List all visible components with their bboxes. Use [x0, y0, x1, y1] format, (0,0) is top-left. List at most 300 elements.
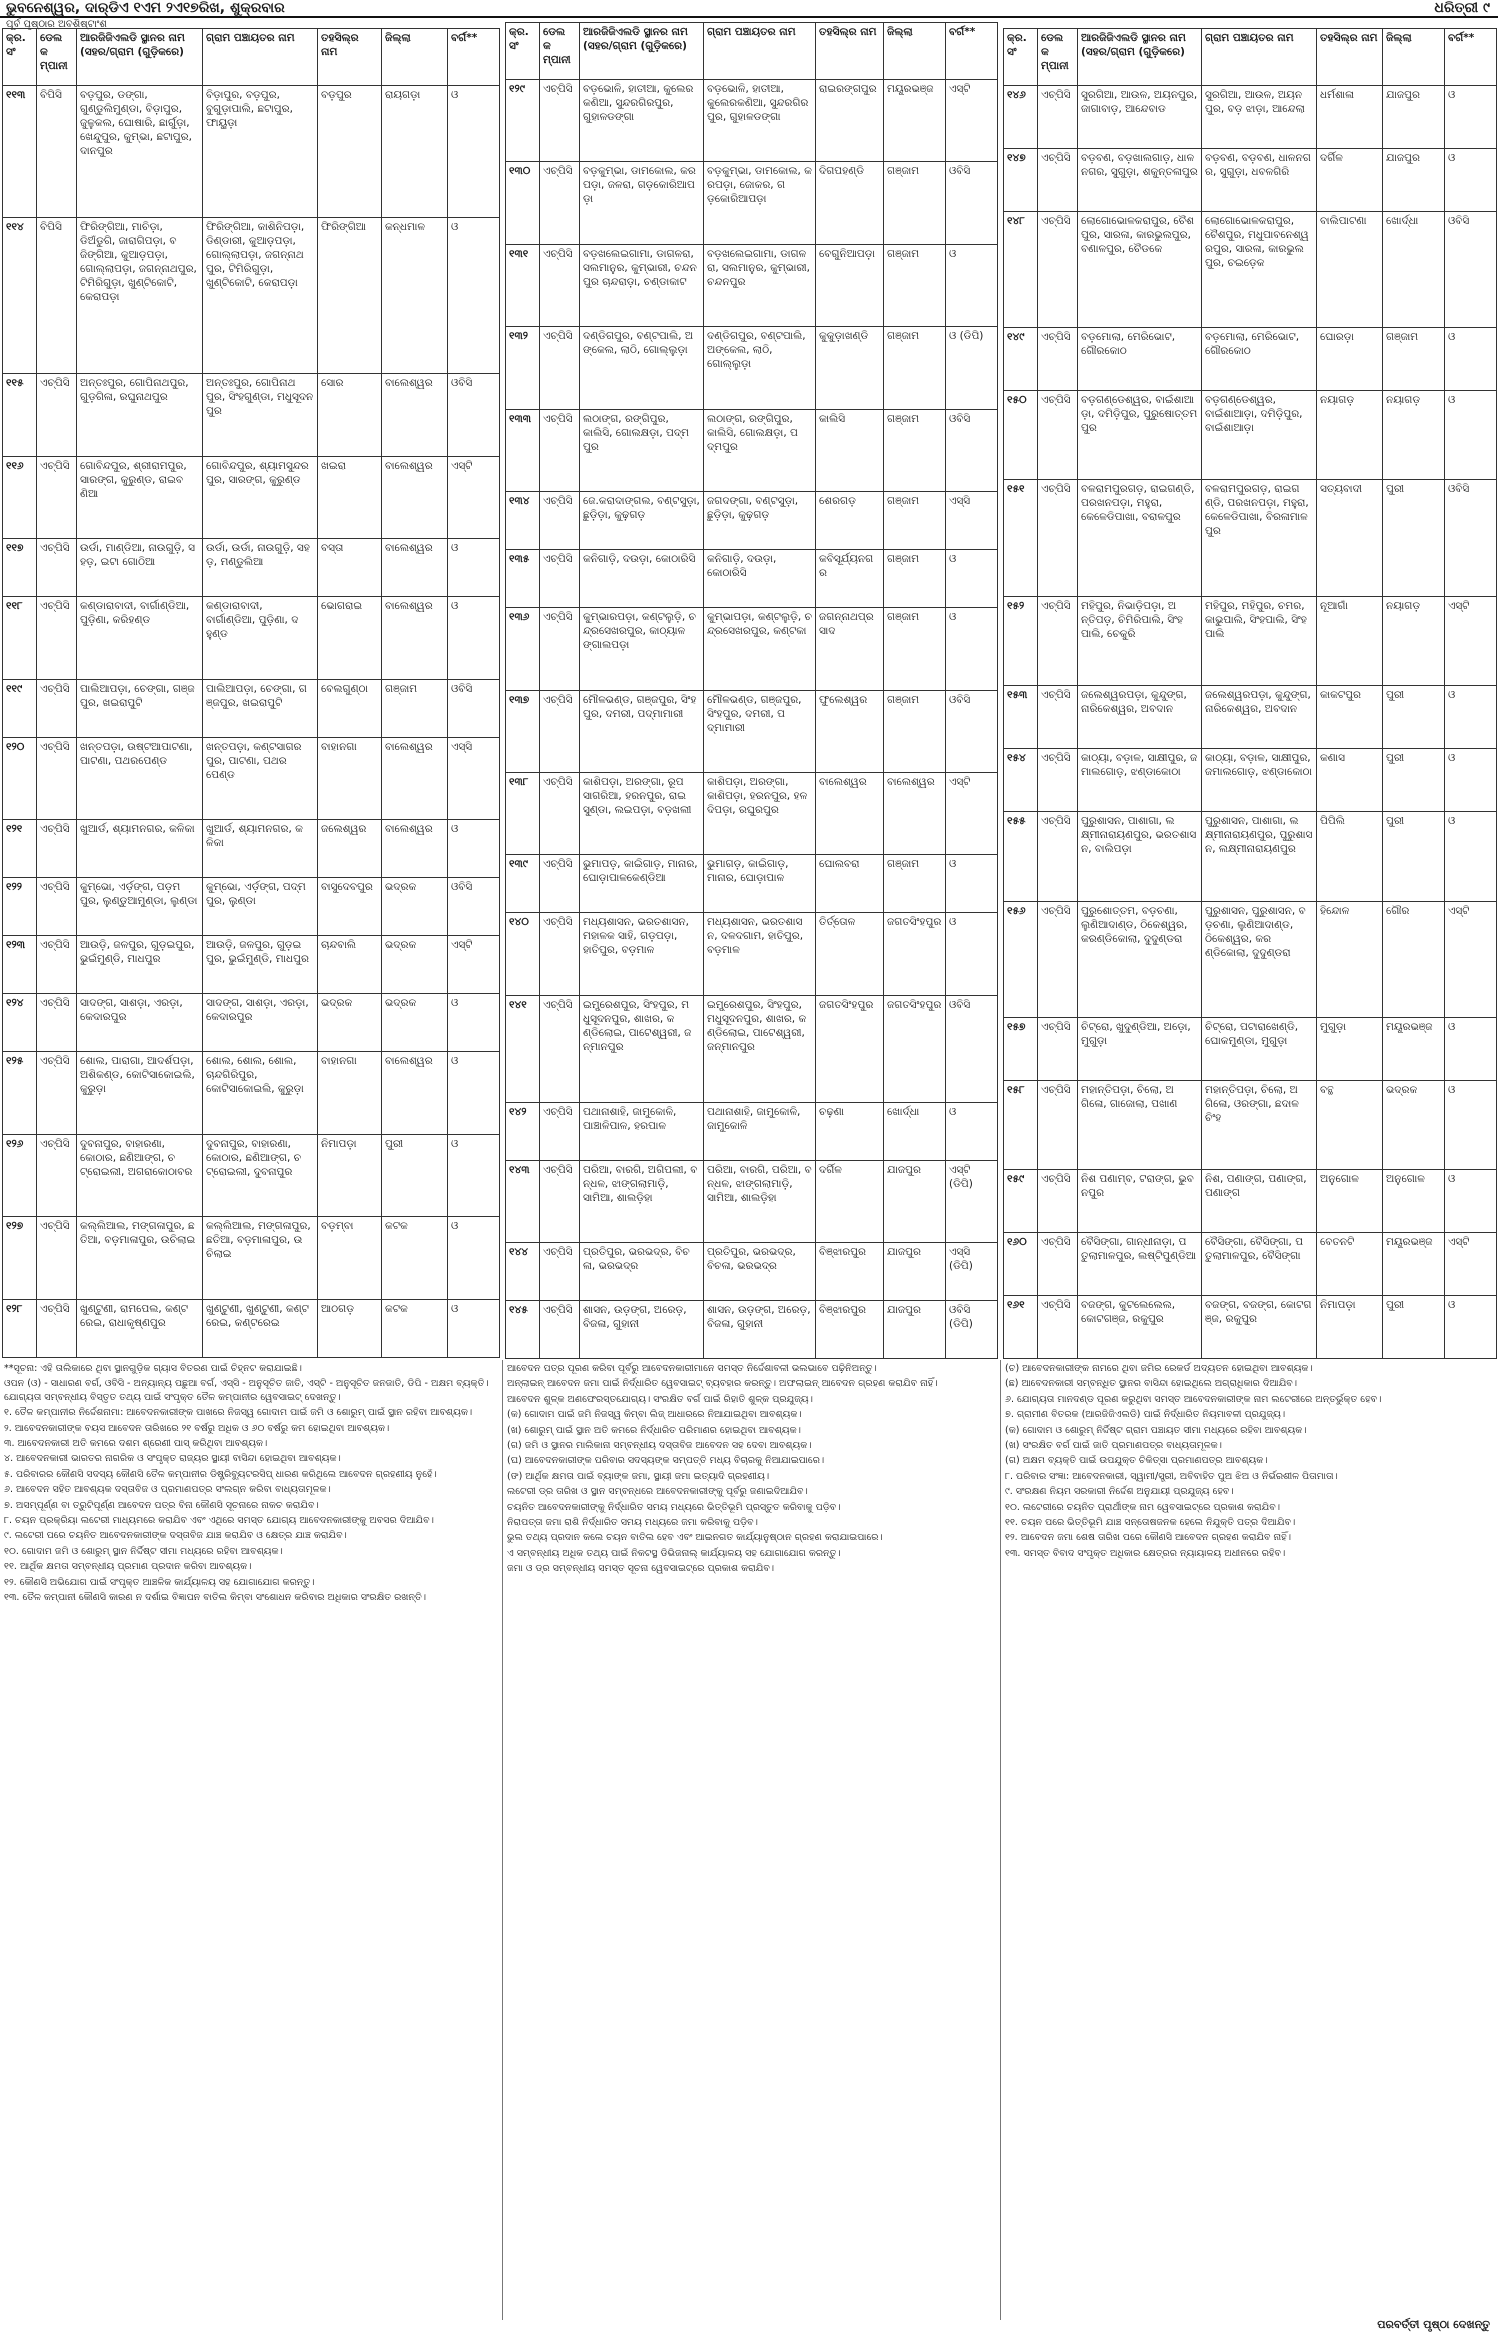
- cell-serial-number: ୧୨୯: [506, 80, 540, 162]
- cell-oil-company: ଏଚ୍‌ପିସି: [1038, 1080, 1078, 1170]
- cell-gram-panchayat: ମହାନ୍ତିପଡ଼ା, ଚିଲୋ, ଅଗିଳୋ, ଓରଙ୍ଗା, ଛଦାଳଚିଂହ: [1202, 1080, 1317, 1170]
- table-row: [1004, 811, 1497, 901]
- cell-oil-company: ବିପିସି: [37, 217, 77, 373]
- cell-gram-panchayat: କାଠ୍ୟା, ବଡ଼ାଳ, ସାକ୍ଷୀପୁର, ଜମାଲଗୋଡ଼, ଝଣ୍ଡାକୋଠା: [1202, 749, 1317, 812]
- cell-gram-panchayat: କୁମ୍ଭୋ, ଏର୍ଡ଼ଙ୍ଗ, ପଦ୍ମପୁର, ଲୁଣ୍ଡା: [203, 878, 318, 936]
- cell-tahasil: ଦିଗପହଣ୍ଡି: [816, 162, 884, 244]
- cell-serial-number: ୧୪୭: [1004, 148, 1038, 211]
- cell-tahasil: ରାଇରଙ୍ଗପୁର: [816, 80, 884, 162]
- header-oil-company: ଡେଲ କମ୍ପାନୀ: [37, 29, 77, 86]
- cell-category: ଓବିସି: [1445, 211, 1497, 327]
- cell-gram-panchayat: ଆଉଡ଼ି, ଜଳପୁର, ଗୁଡ଼ଇପୁର, ଭୁଇଁମୁଣ୍ଡି, ମାଧପୁର: [203, 936, 318, 994]
- cell-oil-company: ଏଚ୍‌ପିସି: [37, 597, 77, 680]
- table-row: [3, 679, 500, 737]
- table-row: [1004, 686, 1497, 749]
- note-paragraph: ୧୦. ଲଟେରୀରେ ଚୟନିତ ପ୍ରାର୍ଥୀଙ୍କ ନାମ ୱେବସାଇଟ୍‌ରେ ପ୍ରକାଶ କରାଯିବ।: [1005, 1501, 1280, 1513]
- cell-category: ଓ: [1445, 148, 1497, 211]
- table-column-3: [1003, 28, 1496, 1359]
- cell-category: ଓ (ଡିପି): [946, 327, 998, 409]
- cell-district: ଗଞ୍ଜାମ: [884, 690, 946, 772]
- cell-category: ଓ: [448, 1299, 500, 1357]
- cell-tahasil: କଣାସ: [1317, 749, 1383, 812]
- cell-location-name: ଦଣ୍ଡିଗପୁର, ବଣ୍ଟପାଲି, ଅଙ୍କେଲ, ଲାଠି, ଗୋଲ୍ଲୁଡ଼ା: [580, 327, 704, 409]
- cell-category: ଓ: [946, 1102, 998, 1160]
- cell-serial-number: ୧୫୪: [1004, 749, 1038, 812]
- cell-location-name: ମହାନ୍ତିପଡ଼ା, ଚିଲୋ, ଅଗିଳୋ, ଗାଜୋଲା, ପଖାଣ: [1078, 1080, 1202, 1170]
- cell-tahasil: ଅନୁଗୋଳ: [1317, 1170, 1383, 1233]
- cell-serial-number: ୧୫୭: [1004, 1017, 1038, 1080]
- cell-serial-number: ୧୧୯: [3, 679, 37, 737]
- cell-serial-number: ୧୪୨: [506, 1102, 540, 1160]
- table-row: [506, 608, 998, 690]
- cell-district: ଯାଜପୁର: [1383, 148, 1445, 211]
- cell-location-name: ଖୁଆର୍ଡ, ଶ୍ୟାମନଗର, କଳିକା: [77, 820, 203, 878]
- cell-tahasil: ବାଲେଶ୍ୱର: [816, 772, 884, 854]
- cell-oil-company: ଏଚ୍‌ପିସି: [540, 913, 580, 995]
- table-row: [1004, 480, 1497, 596]
- cell-district: ଯାଜପୁର: [884, 1160, 946, 1242]
- cell-oil-company: ଏଚ୍‌ପିସି: [540, 162, 580, 244]
- cell-tahasil: ପିପିଲି: [1317, 811, 1383, 901]
- table-row: [3, 374, 500, 457]
- cell-district: ପୁରୀ: [1383, 1295, 1445, 1358]
- cell-category: ଓବିସି: [448, 878, 500, 936]
- cell-location-name: ପୁରୁଶୋତ୍ତମ, ବଡ଼ଚଣା, ଲୁଣିଆଦାଣ୍ଡ, ଠିକେଶ୍ୱର, କରଣ୍ଡିକୋଲା, ଦୁଦୁଣ୍ଡରା: [1078, 901, 1202, 1017]
- cell-gram-panchayat: ବଳରାମପୁରଗଡ଼, ରାଇଗଣ୍ଡି, ପରଖନପଡ଼ା, ମହୁରା, କେଳେଡିପାଖା, ବିରଳାମାଳପୁର: [1202, 480, 1317, 596]
- cell-district: ଗଞ୍ଜାମ: [884, 550, 946, 608]
- column-divider: [1000, 1360, 1001, 2320]
- cell-district: ଗଞ୍ଜାମ: [1383, 327, 1445, 390]
- cell-gram-panchayat: ବଡ଼ଭୋଳି, ହାତୀଆ, କୁଲେରକଣିଆ, ସୁନ୍ଦରଗିରପୁର, ଗୁହାଳଡଙ୍ଗା: [704, 80, 816, 162]
- table-body: [506, 80, 998, 1359]
- note-paragraph: ଅନ୍ଲାଇନ୍ ଆବେଦନ ଜମା ପାଇଁ ନିର୍ଦ୍ଧାରିତ ୱେବସାଇଟ୍ ବ୍ୟବହାର କରନ୍ତୁ। ଅଫଲାଇନ୍ ଆବେଦନ ଗ୍ରହଣ କରାଯିବ ନାହିଁ।: [507, 1378, 938, 1390]
- cell-gram-panchayat: ସୁରଗିଆ, ଆଉଳ, ଅୟନପୁର, ବଡ଼ ଝାଡ଼ା, ଆନ୍ଦେଲା: [1202, 86, 1317, 149]
- cell-category: ଓ: [1445, 1017, 1497, 1080]
- cell-category: ଓ: [1445, 390, 1497, 480]
- cell-location-name: ଖୁଣ୍ଟୁଣୀ, ରାମପେଲ, କଣ୍ଟରେଇ, ରାଧାକୃଷ୍ଣପୁର: [77, 1299, 203, 1357]
- cell-district: ବାଲେଶ୍ୱର: [382, 597, 448, 680]
- cell-tahasil: ଦର୍ଗିଳ: [816, 1160, 884, 1242]
- cell-tahasil: ନୟାଗଡ଼: [1317, 390, 1383, 480]
- cell-gram-panchayat: ବୈସିଙ୍ଗା, ବୈସିଙ୍ଗା, ପତୁଲାମାଳପୁର, ବୈସିଙ୍ଗା: [1202, 1233, 1317, 1296]
- note-paragraph: ଆବେଦନ ପତ୍ର ପୂରଣ କରିବା ପୂର୍ବରୁ ଆବେଦନକାରୀମାନେ ସମସ୍ତ ନିର୍ଦ୍ଦେଶାବଳୀ ଭଲଭାବେ ପଢ଼ିନିଅନ୍ତୁ।: [507, 1363, 877, 1374]
- table-row: [3, 217, 500, 373]
- dateline: ଭୁବନେଶ୍ୱର, ଦାର୍‌ଡିଏ ୧ଏମ ୨ଏ୧୭ରିଖ, ଶୁକ୍ରବାର: [6, 0, 285, 16]
- cell-serial-number: ୧୪୫: [506, 1301, 540, 1359]
- cell-serial-number: ୧୨୮: [3, 1299, 37, 1357]
- cell-gram-panchayat: ବଜଙ୍ଗ, ବଜଙ୍ଗ, କୋଟଗଞ୍ଜ, ରକୁପୁର: [1202, 1295, 1317, 1358]
- cell-oil-company: ଏଚ୍‌ପିସି: [540, 327, 580, 409]
- cell-gram-panchayat: କଲ୍ଲିଆଲ, ମଙ୍ଗଳାପୁର, ଛତିଆ, ବଡ଼ମାଳାପୁର, ଉଚିଲାଇ: [203, 1217, 318, 1300]
- cell-district: ବାଲେଶ୍ୱର: [382, 820, 448, 878]
- cell-location-name: ସାଦଙ୍ଗ, ସାଶଡ଼ା, ଏରଡ଼ା, କେଦାରପୁର: [77, 994, 203, 1052]
- table-row: [1004, 1295, 1497, 1358]
- cell-category: ଓ: [946, 550, 998, 608]
- cell-oil-company: ଏଚ୍‌ପିସି: [1038, 1295, 1078, 1358]
- header-tahasil: ତହସିଲ୍‌ର ନାମ: [318, 29, 382, 86]
- cell-serial-number: ୧୫୫: [1004, 811, 1038, 901]
- cell-category: ଓ: [448, 86, 500, 218]
- cell-gram-panchayat: ପରିଆ, ବାରଗି, ପରିଆ, ବନ୍ଧଳ, ଝାଙ୍ଗଲାମାଡ଼ି, ସାମିଆ, ଶାଲଡ଼ିହା: [704, 1160, 816, 1242]
- cell-oil-company: ଏଚ୍‌ପିସି: [37, 374, 77, 457]
- cell-category: ଓ: [448, 1052, 500, 1135]
- table-header-row: [1004, 29, 1497, 86]
- table-row: [3, 820, 500, 878]
- note-paragraph: ଲଟେରୀ ଡ୍ର ତାରିଖ ଓ ସ୍ଥାନ ସମ୍ବନ୍ଧରେ ଆବେଦନକାରୀଙ୍କୁ ପୂର୍ବରୁ ଜଣାଇଦିଆଯିବ।: [507, 1486, 808, 1498]
- cell-oil-company: ଏଚ୍‌ପିସି: [1038, 327, 1078, 390]
- cell-category: ଓ: [1445, 749, 1497, 812]
- cell-location-name: ଜେ.କରାଦାଙ୍ଗଲ, ବଣ୍ଟସୁଡ଼ା, ଛୁଡ଼ିଡ଼ା, କୁଢ଼ଗଡ଼: [580, 492, 704, 550]
- note-paragraph: ୮. ଚୟନ ପ୍ରକ୍ରିୟା ଲଟେରୀ ମାଧ୍ୟମରେ କରାଯିବ ଏବଂ ଏଥିରେ ସମସ୍ତ ଯୋଗ୍ୟ ଆବେଦନକାରୀଙ୍କୁ ଅବସର ଦିଆଯିବ।: [4, 1515, 434, 1527]
- cell-oil-company: ଏଚ୍‌ପିସି: [37, 539, 77, 597]
- cell-tahasil: ବନ୍ଥ: [1317, 1080, 1383, 1170]
- cell-serial-number: ୧୫୬: [1004, 901, 1038, 1017]
- cell-category: ଓବିସି: [946, 409, 998, 491]
- cell-category: ଏସ୍‌ଟି: [946, 80, 998, 162]
- cell-district: ରାୟଗଡ଼ା: [382, 86, 448, 218]
- table-row: [506, 1160, 998, 1242]
- cell-location-name: ବୈସିଙ୍ଗା, ଗାନ୍ଧୀନାଡ଼ା, ପତୁଲାମାଳପୁର, ଲଷ୍ଟିପୁଣ୍ଡିଆ: [1078, 1233, 1202, 1296]
- cell-location-name: ଦୁବନାପୁର, ବାହାରଣା, କୋଠାର, ଛଣିଆଙ୍ଗ, ଚଟ୍ରୋଇଲୀ, ଅଗରାକୋଠାବର: [77, 1134, 203, 1217]
- cell-oil-company: ଏଚ୍‌ପିସି: [540, 1102, 580, 1160]
- cell-category: ଓ: [448, 820, 500, 878]
- header-district: ଜିଲ୍ଲା: [1383, 29, 1445, 86]
- cell-location-name: କୁମ୍ଭାରପଡ଼ା, କଣ୍ଟଲୁଡ଼ି, ଚନ୍ଦ୍ରସେଖରପୁର, କାଠ୍ୟାଳଙ୍ଗାଲପଡ଼ା: [580, 608, 704, 690]
- header-location-name: ଆରଜିଜିଏଲଡି ସ୍ଥାନର ନାମ (ସହର/ଗ୍ରାମ (ଗୁଡ଼ିକରେ): [77, 29, 203, 86]
- cell-district: କଟକ: [382, 1217, 448, 1300]
- table-row: [1004, 390, 1497, 480]
- cell-tahasil: ଜଗତସିଂହପୁର: [816, 995, 884, 1102]
- header-tahasil: ତହସିଲ୍‌ର ନାମ: [816, 23, 884, 80]
- cell-gram-panchayat: ଖୁଣ୍ଟୁଣୀ, ଖୁଣ୍ଟୁଣୀ, କଣ୍ଟରେଇ, କଣ୍ଟରେଇ: [203, 1299, 318, 1357]
- cell-location-name: ଫିରିଙ୍ଗିଆ, ମାଚିଡ଼ା, ଡିଅଁଡୁଗି, ଜାରାଗିପଡ଼ା, ବଜିଙ୍ଗିଆ, କୁଆଡ଼ପଡ଼ା, ଗୋଲ୍ଲାପଡ଼ା, ଜଗନ୍ନାଥପୁର, ଟିମିରିଗୁଡ଼ା, ଖୁଣ୍ଟିକୋଟି, କେରାପଡ଼ା: [77, 217, 203, 373]
- cell-oil-company: ଏଚ୍‌ପିସି: [37, 737, 77, 820]
- cell-category: ଓ: [1445, 686, 1497, 749]
- header-oil-company: ଡେଲ କମ୍ପାନୀ: [1038, 29, 1078, 86]
- cell-oil-company: ଏଚ୍‌ପିସି: [1038, 390, 1078, 480]
- cell-category: ଏସ୍‌ଟି: [1445, 596, 1497, 686]
- cell-serial-number: ୧୨୫: [3, 1052, 37, 1135]
- cell-location-name: ଉର୍ଡା, ମାଣ୍ଡିଆ, ନାଉଗୁଡ଼ି, ସହଡ଼, ଇଟା ଗୋଠିଆ: [77, 539, 203, 597]
- cell-district: ବାଲେଶ୍ୱର: [884, 772, 946, 854]
- cell-tahasil: କବିସୂର୍ଯ୍ୟନଗର: [816, 550, 884, 608]
- note-paragraph: ୧. ତୈଳ କମ୍ପାନୀର ନିର୍ଦ୍ଦେଶନାମା: ଆବେଦନକାରୀଙ୍କ ପାଖରେ ନିଜସ୍ୱ ଗୋଦାମ ପାଇଁ ଜମି ଓ ଶୋରୁମ୍ ପାଇଁ ସ୍ଥାନ ରହିବା ଆବଶ୍ୟକ।: [4, 1407, 473, 1419]
- table-row: [506, 1243, 998, 1301]
- cell-category: ଓବିସି: [448, 374, 500, 457]
- cell-gram-panchayat: ଭୁମାଗଡ଼, କାଇିଗାଡ଼, ମାନାର, ଘୋଡ଼ାପାଳ: [704, 855, 816, 913]
- cell-district: ପୁରୀ: [1383, 480, 1445, 596]
- table-row: [1004, 86, 1497, 149]
- cell-gram-panchayat: ପଥାନାଶାହି, ଜାମୁକୋଳି, ଜାମୁକୋଳି: [704, 1102, 816, 1160]
- note-paragraph: ଓପନ (ଓ) - ସାଧାରଣ ବର୍ଗ, ଓବିସି - ଅନ୍ୟାନ୍ୟ ପଛୁଆ ବର୍ଗ, ଏସ୍‌ସି - ଅନୁସୂଚିତ ଜାତି, ଏସ୍‌ଟି - ଅନୁସୂଚିତ ଜନଜାତି, ଡିପି - ଅକ୍ଷମ ବ୍ୟକ୍ତି। ଯୋଗ୍ୟତା ସମ୍ବନ୍ଧୀୟ ବିସ୍ତୃତ ତଥ୍ୟ ପାଇଁ ସଂପୃକ୍ତ ତୈଳ କମ୍ପାନୀର ୱେବସାଇଟ୍ ଦେଖନ୍ତୁ।: [4, 1378, 489, 1403]
- note-paragraph: (ଖ) ଶୋରୁମ୍ ପାଇଁ ସ୍ଥାନ ଅତି କମରେ ନିର୍ଦ୍ଧାରିତ ପରିମାଣର ହୋଇଥିବା ଆବଶ୍ୟକ।: [507, 1424, 801, 1436]
- cell-serial-number: ୧୩୬: [506, 608, 540, 690]
- note-paragraph: (ଛ) ଆବେଦନକାରୀ ସମ୍ବନ୍ଧିତ ସ୍ଥାନର ବାସିନ୍ଦା ହୋଇଥିଲେ ଅଗ୍ରାଧିକାର ଦିଆଯିବ।: [1005, 1378, 1298, 1390]
- cell-oil-company: ଏଚ୍‌ପିସି: [540, 772, 580, 854]
- header-tahasil: ତହସିଲ୍‌ର ନାମ: [1317, 29, 1383, 86]
- cell-gram-panchayat: ଶୋଲ, ଶୋଲ, ଶୋଲ, ଚାନ୍ଦଗିରିପୁର, କୋଟିସାକୋଇଲି, କୁରୁଡ଼ା: [203, 1052, 318, 1135]
- cell-district: ଭଦ୍ରକ: [382, 878, 448, 936]
- cell-serial-number: ୧୩୧: [506, 244, 540, 326]
- cell-tahasil: ହିନ୍ଦୋଳ: [1317, 901, 1383, 1017]
- cell-tahasil: ବସ୍ତା: [318, 539, 382, 597]
- cell-gram-panchayat: ପ୍ରତିପୁର, ଭରଭଦ୍ର, ବିଚଳା, ଭରଭଦ୍ର: [704, 1243, 816, 1301]
- cell-gram-panchayat: ମହିପୁର, ମହିପୁର, ଚମର, କାଭୁପାଲି, ସିଂହପାଲି, ସିଂହପାଲି: [1202, 596, 1317, 686]
- cell-district: ଖୋର୍ଦ୍ଧା: [884, 1102, 946, 1160]
- continued-from-label: ପୂର୍ବ ପୃଷ୍ଠାର ଅବଶିଷ୍ଟାଂଶ: [6, 19, 107, 30]
- note-paragraph: ୬. ଆବେଦନ ସହିତ ଆବଶ୍ୟକ ଦସ୍ତାବିଜ ଓ ପ୍ରମାଣପତ୍ର ସଂଲଗ୍ନ କରିବା ବାଧ୍ୟତାମୂଳକ।: [4, 1484, 331, 1496]
- cell-district: ପୁରୀ: [1383, 749, 1445, 812]
- header-category: ବର୍ଗ**: [946, 23, 998, 80]
- table-row: [1004, 1233, 1497, 1296]
- note-paragraph: **ସୂଚନା: ଏହି ତାଲିକାରେ ଥିବା ସ୍ଥାନଗୁଡ଼ିକ ଗ୍ୟାସ ବିତରଣ ପାଇଁ ଚିହ୍ନଟ କରାଯାଇଛି।: [4, 1363, 302, 1374]
- table-row: [1004, 901, 1497, 1017]
- cell-district: ମୟୂରଭଞ୍ଜ: [1383, 1017, 1445, 1080]
- note-paragraph: (ଘ) ଆବେଦନକାରୀଙ୍କ ପରିବାର ସଦସ୍ୟଙ୍କ ସମ୍ପତ୍ତି ମଧ୍ୟ ବିଚାରକୁ ନିଆଯାଇପାରେ।: [507, 1455, 825, 1467]
- cell-district: ବାଲେଶ୍ୱର: [382, 539, 448, 597]
- cell-category: ଏସ୍‌ସି: [448, 737, 500, 820]
- cell-tahasil: ଖଇରା: [318, 456, 382, 539]
- note-paragraph: ୫. ପରିବାରର କୌଣସି ସଦସ୍ୟ କୌଣସି ତୈଳ କମ୍ପାନୀର ଡିଷ୍ଟ୍ରିବ୍ୟୁଟରସିପ୍ ଧାରଣ କରିଥିଲେ ଆବେଦନ ଗ୍ରହଣୀୟ ନୁହେଁ।: [4, 1468, 437, 1480]
- cell-serial-number: ୧୪୩: [506, 1160, 540, 1242]
- header-oil-company: ଡେଲ କମ୍ପାନୀ: [540, 23, 580, 80]
- cell-district: ପୁରୀ: [382, 1134, 448, 1217]
- cell-district: ଗଞ୍ଜାମ: [884, 608, 946, 690]
- cell-location-name: ବଡ଼କୁମ୍ଭା, ଡାମକୋଲ, କରପଡ଼ା, ଜଳରା, ଗଡ଼କୋରିଆପଡ଼ା: [580, 162, 704, 244]
- cell-district: ଭଦ୍ରକ: [382, 936, 448, 994]
- cell-location-name: ପୁରୁଶାସନ, ପାଶାଗା, ଲକ୍ଷ୍ମୀନାରାୟଣପୁର, ଭରତଶାସନ, ବାଲିପଡ଼ା: [1078, 811, 1202, 901]
- cell-tahasil: ବଡ଼ମ୍ବା: [318, 1217, 382, 1300]
- cell-oil-company: ଏଚ୍‌ପିସି: [1038, 749, 1078, 812]
- cell-location-name: କୁମ୍ଭୋ, ଏର୍ଡ଼ଙ୍ଗ, ପଡ଼ମପୁର, ଲୁଣ୍ଡୁଆମୁଣ୍ଡା, ଲୁଣ୍ଡା: [77, 878, 203, 936]
- cell-serial-number: ୧୨୭: [3, 1217, 37, 1300]
- table-row: [1004, 211, 1497, 327]
- table-row: [3, 597, 500, 680]
- cell-serial-number: ୧୨୧: [3, 820, 37, 878]
- cell-category: ଓ: [448, 597, 500, 680]
- note-paragraph: ଏ ସମ୍ବନ୍ଧୀୟ ଅଧିକ ତଥ୍ୟ ପାଇଁ ନିକଟସ୍ଥ ଡିଭିଜନାଲ୍ କାର୍ଯ୍ୟାଳୟ ସହ ଯୋଗାଯୋଗ କରନ୍ତୁ।: [507, 1547, 841, 1559]
- cell-district: କଟକ: [382, 1299, 448, 1357]
- cell-oil-company: ଏଚ୍‌ପିସି: [1038, 211, 1078, 327]
- cell-location-name: କଣ୍ଡାରାବାଦୀ, ବାର୍ଗାଣ୍ଡିଆ, ପୁଡ଼ିଣା, କରିହଣ୍ଡ: [77, 597, 203, 680]
- cell-oil-company: ଏଚ୍‌ପିସି: [37, 936, 77, 994]
- note-paragraph: ନିରାପତ୍ତା ଜମା ରାଶି ନିର୍ଦ୍ଧାରିତ ସମୟ ମଧ୍ୟରେ ଜମା କରିବାକୁ ପଡ଼ିବ।: [507, 1517, 758, 1529]
- cell-serial-number: ୧୪୪: [506, 1243, 540, 1301]
- table-row: [506, 995, 998, 1102]
- cell-category: ଓ: [946, 608, 998, 690]
- cell-category: ଓ: [1445, 1295, 1497, 1358]
- notes-column-1: [4, 1362, 497, 2320]
- cell-district: ଅନୁଗୋଳ: [1383, 1170, 1445, 1233]
- cell-category: ଓ: [448, 217, 500, 373]
- cell-tahasil: ଜଲେଶ୍ୱର: [318, 820, 382, 878]
- table-row: [506, 690, 998, 772]
- note-paragraph: ୯. ସଂରକ୍ଷଣ ନିୟମ ସରକାରୀ ନିର୍ଦ୍ଦେଶ ଅନୁଯାୟୀ ପ୍ରଯୁଜ୍ୟ ହେବ।: [1005, 1486, 1234, 1498]
- cell-location-name: ଲଠାଙ୍ଗ, ରଙ୍ଗିପୁର, କାଲିସି, ଗୋଲକ୍ଷଡ଼ା, ପଦ୍ମପୁର: [580, 409, 704, 491]
- cell-tahasil: କୁକୁଡ଼ାଖଣ୍ଡି: [816, 327, 884, 409]
- note-paragraph: ଭୁଲ ତଥ୍ୟ ପ୍ରଦାନ କଲେ ଚୟନ ବାତିଲ ହେବ ଏବଂ ଆଇନଗତ କାର୍ଯ୍ୟାନୁଷ୍ଠାନ ଗ୍ରହଣ କରାଯାଇପାରେ।: [507, 1532, 883, 1544]
- cell-category: ଓ: [1445, 1170, 1497, 1233]
- cell-location-name: ବଡ଼ଖଲେଇଗାମା, ଡାଗଳରା, ସଲମାନୁର, କୁମ୍ଭାରୀ, ଚନ୍ଦନପୁର ଚାନ୍ଦରାଡ଼ା, ଚଣ୍ଡାକାଟ: [580, 244, 704, 326]
- cell-tahasil: ମୁଗୁଡ଼ା: [1317, 1017, 1383, 1080]
- cell-gram-panchayat: ବଡ଼ଖଲେଇଗାମା, ଡାଗଳରା, ସଲମାନୁର, କୁମ୍ଭାରୀ, ଚନ୍ଦନପୁର: [704, 244, 816, 326]
- cell-category: ଏସ୍‌ଟି: [448, 456, 500, 539]
- cell-tahasil: ବେଲଗୁଣ୍ଠା: [318, 679, 382, 737]
- cell-tahasil: ବେଗୁନିଆପଡ଼ା: [816, 244, 884, 326]
- header-serial-number: କ୍ର. ସଂ: [1004, 29, 1038, 86]
- cell-tahasil: ନିମାପଡ଼ା: [318, 1134, 382, 1217]
- page-number: ଧରିତ୍ରୀ ୯: [1434, 0, 1490, 16]
- cell-district: ଗଞ୍ଜାମ: [884, 327, 946, 409]
- cell-district: ମୟୂରଭଞ୍ଜ: [1383, 1233, 1445, 1296]
- cell-district: କନ୍ଧମାଳ: [382, 217, 448, 373]
- cell-location-name: ଇମ୍ପ୍ରେଶପୁର, ସିଂହପୁର, ମଧୁସୂଦନପୁର, ଶାଖର, କଣ୍ଡିଲୋଇ, ପାଟେଶ୍ୱରୀ, ଜନ୍ମାନପୁର: [580, 995, 704, 1102]
- cell-serial-number: ୧୪୯: [1004, 327, 1038, 390]
- header-location-name: ଆରଜିଜିଏଲଡି ସ୍ଥାନର ନାମ (ସହର/ଗ୍ରାମ (ଗୁଡ଼ିକରେ): [1078, 29, 1202, 86]
- note-paragraph: (ଙ) ଆର୍ଥିକ କ୍ଷମତା ପାଇଁ ବ୍ୟାଙ୍କ ଜମା, ସ୍ଥାୟୀ ଜମା ଇତ୍ୟାଦି ଗ୍ରହଣୀୟ।: [507, 1470, 770, 1482]
- cell-location-name: ମୌଳଭଣ୍ଡ, ଗଞ୍ଜପୁର, ସିଂହପୁର, ଦମରୀ, ପଦ୍ମାମାରୀ: [580, 690, 704, 772]
- cell-tahasil: ଧର୍ମଶାଳା: [1317, 86, 1383, 149]
- cell-tahasil: କାଲିସି: [816, 409, 884, 491]
- table-row: [1004, 1080, 1497, 1170]
- cell-location-name: କାଶିପଡ଼ା, ଅରଙ୍ଗା, ରୂପସାଗରିଆ, ହରନପୁର, ରାଇସୁଣ୍ଡା, ଲଇପଡ଼ା, ବଡ଼ଖଲୀ: [580, 772, 704, 854]
- cell-gram-panchayat: ବିଡ଼ାପୁର, ବଡ଼ପୁର, ବୁଗୁଡ଼ାପାଲି, ଛଟାପୁର, ଫାୟୁଡ଼ା: [203, 86, 318, 218]
- cell-serial-number: ୧୫୦: [1004, 390, 1038, 480]
- cell-location-name: ବଡ଼ବଣ, ବଡ଼ଖାଲଗାଡ଼, ଧାଳନଗର, ସୁଗୁଡ଼ା, ଶକୁନ୍ତଳାପୁର: [1078, 148, 1202, 211]
- cell-gram-panchayat: ଅନ୍ତଃପୁର, ଗୋପିନାଥପୁର, ସିଂହଗୁଣ୍ଡା, ମଧୁସୂଦନପୁର: [203, 374, 318, 457]
- cell-gram-panchayat: ଗୋବିନ୍ଦପୁର, ଶ୍ୟାମସୁନ୍ଦରପୁର, ସାରଙ୍ଗ, କୁରୁଣ୍ଡ: [203, 456, 318, 539]
- cell-tahasil: ଫିରିଙ୍ଗିଆ: [318, 217, 382, 373]
- cell-tahasil: ଫୁଲେଶ୍ୱର: [816, 690, 884, 772]
- note-paragraph: (ଗ) ଜମି ଓ ସ୍ଥାନର ମାଲିକାନା ସମ୍ବନ୍ଧୀୟ ଦସ୍ତାବିଜ ଆବେଦନ ସହ ଦେବା ଆବଶ୍ୟକ।: [507, 1440, 812, 1452]
- cell-gram-panchayat: ଦୁବନାପୁର, ବାହାରଣା, କୋଠାର, ଛଣିଆଙ୍ଗ, ଚଟ୍ରୋଇଲୀ, ଦୁବନାପୁର: [203, 1134, 318, 1217]
- cell-location-name: ଖନ୍ତପଡ଼ା, ଉଷ୍ଟଆପାଟଣା, ପାଟଣା, ପଥରପେଣ୍ଡ: [77, 737, 203, 820]
- cell-gram-panchayat: ଶାସନ, ଉଡ଼ଙ୍ଗ, ଅରେଡ଼, ବିଜଳା, ଗୁହାନୀ: [704, 1301, 816, 1359]
- note-paragraph: ୮. ପରିବାର ସଂଜ୍ଞା: ଆବେଦନକାରୀ, ସ୍ୱାମୀ/ସ୍ତ୍ରୀ, ଅବିବାହିତ ପୁଅ ଝିଅ ଓ ନିର୍ଭରଶୀଳ ପିତାମାତା।: [1005, 1470, 1338, 1482]
- cell-district: ପୁରୀ: [1383, 811, 1445, 901]
- table-row: [506, 1301, 998, 1359]
- cell-oil-company: ଏଚ୍‌ପିସି: [540, 1160, 580, 1242]
- cell-oil-company: ଏଚ୍‌ପିସି: [1038, 1233, 1078, 1296]
- table-row: [3, 1052, 500, 1135]
- cell-oil-company: ଏଚ୍‌ପିସି: [37, 994, 77, 1052]
- cell-category: ଓ: [946, 244, 998, 326]
- table-row: [1004, 1017, 1497, 1080]
- table-row: [1004, 1170, 1497, 1233]
- cell-gram-panchayat: ମୌଳଭଣ୍ଡ, ଗଞ୍ଜପୁର, ସିଂହପୁର, ଦମରୀ, ପଦ୍ମାମାରୀ: [704, 690, 816, 772]
- table-row: [3, 539, 500, 597]
- cell-location-name: ଭୁମାପଡ଼, କାଇିଗାଡ଼, ମାନାର, ଘୋଡ଼ାପାଳକେଣ୍ଡିଆ: [580, 855, 704, 913]
- cell-oil-company: ଏଚ୍‌ପିସି: [540, 550, 580, 608]
- cell-category: ଏସ୍‌ସି (ଡିପି): [946, 1243, 998, 1301]
- cell-location-name: ପ୍ରତିପୁର, ଭରଭଦ୍ର, ବିଚଳା, ଭରଭଦ୍ର: [580, 1243, 704, 1301]
- cell-oil-company: ବିପିସି: [37, 86, 77, 218]
- cell-gram-panchayat: ଦଣ୍ଡିଗପୁର, ବଣ୍ଟପାଲି, ଅଙ୍କେଲ, ଲାଠି, ଗୋଲ୍ଲୁଡ଼ା: [704, 327, 816, 409]
- header-category: ବର୍ଗ**: [448, 29, 500, 86]
- table-column-1: [2, 28, 499, 1358]
- cell-category: ଓ: [946, 855, 998, 913]
- cell-district: ଗଞ୍ଜାମ: [884, 244, 946, 326]
- cell-oil-company: ଏଚ୍‌ପିସି: [1038, 148, 1078, 211]
- cell-tahasil: ଚଢ଼ଣା: [816, 1102, 884, 1160]
- cell-tahasil: ଶେରଗଡ଼: [816, 492, 884, 550]
- cell-tahasil: ସୋର: [318, 374, 382, 457]
- note-paragraph: ୯. ଲଟେରୀ ପରେ ଚୟନିତ ଆବେଦନକାରୀଙ୍କ ଦସ୍ତାବିଜ ଯାଞ୍ଚ କରାଯିବ ଓ କ୍ଷେତ୍ର ଯାଞ୍ଚ କରାଯିବ।: [4, 1530, 347, 1542]
- cell-district: ମୟୂରଭଞ୍ଜ: [884, 80, 946, 162]
- cell-category: ଓ: [448, 994, 500, 1052]
- cell-serial-number: ୧୧୬: [3, 456, 37, 539]
- cell-location-name: କଲ୍ଲିଆଲ, ମଙ୍ଗଳାପୁର, ଛତିଆ, ବଡ଼ମାଳାପୁର, ଉଚିଲାଇ: [77, 1217, 203, 1300]
- note-paragraph: ୧୧. ଆର୍ଥିକ କ୍ଷମତା ସମ୍ବନ୍ଧୀୟ ପ୍ରମାଣ ପ୍ରଦାନ କରିବା ଆବଶ୍ୟକ।: [4, 1561, 252, 1573]
- cell-tahasil: ଚାନ୍ଦବାଲି: [318, 936, 382, 994]
- table-row: [1004, 327, 1497, 390]
- cell-tahasil: ବାହାନଗା: [318, 737, 382, 820]
- cell-gram-panchayat: ବଡ଼କୁମ୍ଭା, ଡାମକୋଲ, କରପଡ଼ା, ଜୋକର, ଗଡ଼କୋରିଆପଡ଼ା: [704, 162, 816, 244]
- header-location-name: ଆରଜିଜିଏଲଡି ସ୍ଥାନର ନାମ (ସହର/ଗ୍ରାମ (ଗୁଡ଼ିକରେ): [580, 23, 704, 80]
- distributor-table: [2, 28, 500, 1358]
- cell-serial-number: ୧୩୪: [506, 492, 540, 550]
- table-column-2: [505, 22, 997, 1359]
- cell-category: ଓବିସି: [946, 162, 998, 244]
- cell-oil-company: ଏଚ୍‌ପିସି: [540, 1243, 580, 1301]
- cell-tahasil: ଆଠଗଡ଼: [318, 1299, 382, 1357]
- cell-serial-number: ୧୩୭: [506, 690, 540, 772]
- distributor-table: [505, 22, 998, 1359]
- note-paragraph: ୨. ଆବେଦନକାରୀଙ୍କ ବୟସ ଆବେଦନ ତାରିଖରେ ୨୧ ବର୍ଷରୁ ଅଧିକ ଓ ୬୦ ବର୍ଷରୁ କମ ହୋଇଥିବା ଆବଶ୍ୟକ।: [4, 1422, 390, 1434]
- cell-gram-panchayat: ପାଲିଆପଡ଼ା, ଚେଙ୍ଗା, ଗଞ୍ଜପୁର, ଖଇରାପୁଟି: [203, 679, 318, 737]
- cell-gram-panchayat: ଚିଟ୍ରୋ, ପଟାରାଖେଣ୍ଡି, ଘୋକମୁଣ୍ଡା, ମୁଗୁଡ଼ା: [1202, 1017, 1317, 1080]
- table-row: [506, 244, 998, 326]
- cell-oil-company: ଏଚ୍‌ପିସି: [1038, 686, 1078, 749]
- cell-district: ନୟାଗଡ଼: [1383, 596, 1445, 686]
- cell-district: ଯାଜପୁର: [884, 1301, 946, 1359]
- cell-tahasil: କାକଟପୁର: [1317, 686, 1383, 749]
- table-row: [506, 409, 998, 491]
- cell-serial-number: ୧୧୭: [3, 539, 37, 597]
- table-row: [3, 994, 500, 1052]
- note-paragraph: ଚୟନିତ ଆବେଦନକାରୀଙ୍କୁ ନିର୍ଦ୍ଧାରିତ ସମୟ ମଧ୍ୟରେ ଭିତ୍ତିଭୂମି ପ୍ରସ୍ତୁତ କରିବାକୁ ପଡ଼ିବ।: [507, 1501, 841, 1513]
- cell-location-name: ଚିଟ୍ରୋ, ଖୁଦୁଣ୍ଡିଆ, ଅଡ଼ୋ, ମୁଗୁଡ଼ା: [1078, 1017, 1202, 1080]
- cell-district: ଭଦ୍ରକ: [382, 994, 448, 1052]
- cell-oil-company: ଏଚ୍‌ପିସି: [37, 1134, 77, 1217]
- cell-district: ନୟାଗଡ଼: [1383, 390, 1445, 480]
- cell-oil-company: ଏଚ୍‌ପିସି: [540, 690, 580, 772]
- header-gram-panchayat: ଗ୍ରାମ ପଞ୍ଚାୟତର ନାମ: [1202, 29, 1317, 86]
- table-row: [506, 550, 998, 608]
- table-row: [506, 492, 998, 550]
- cell-tahasil: ବିଞ୍ଝାରପୁର: [816, 1301, 884, 1359]
- table-row: [3, 1134, 500, 1217]
- cell-oil-company: ଏଚ୍‌ପିସି: [540, 855, 580, 913]
- note-paragraph: ୭. ଅସମ୍ପୂର୍ଣ୍ଣ ବା ତ୍ରୁଟିପୂର୍ଣ୍ଣ ଆବେଦନ ପତ୍ର ବିନା କୌଣସି ସୂଚନାରେ ନାକଚ କରାଯିବ।: [4, 1499, 319, 1511]
- continued-next-label: ପରବର୍ତ୍ତୀ ପୃଷ୍ଠା ଦେଖନ୍ତୁ: [1377, 2318, 1490, 2331]
- cell-gram-panchayat: ଲୋଗୋଭୋଳକରାପୁର, ଚୈଶପୁର, ମଧୁପାବନେଶ୍ୱରପୁର, ସାରଳା, କାରଭୁଲପୁର, ଚଇଡ଼େକ: [1202, 211, 1317, 327]
- note-paragraph: ଆବେଦନ ଶୁଳ୍କ ଅଣଫେରସ୍ତଯୋଗ୍ୟ। ସଂରକ୍ଷିତ ବର୍ଗ ପାଇଁ ରିହାତି ଶୁଳ୍କ ପ୍ରଯୁଜ୍ୟ।: [507, 1393, 813, 1405]
- cell-serial-number: ୧୧୮: [3, 597, 37, 680]
- cell-serial-number: ୧୩୯: [506, 855, 540, 913]
- cell-oil-company: ଏଚ୍‌ପିସି: [1038, 86, 1078, 149]
- cell-serial-number: ୧୨୩: [3, 936, 37, 994]
- cell-gram-panchayat: ଉର୍ଡା, ଉର୍ଡା, ନାଉଗୁଡ଼ି, ସହଡ଼, ମଣ୍ଡୁଲିଆ: [203, 539, 318, 597]
- cell-location-name: କନିଗାଡ଼ି, ଦଉଡ଼ା, କୋଠାରିସି: [580, 550, 704, 608]
- cell-district: ବାଲେଶ୍ୱର: [382, 1052, 448, 1135]
- cell-gram-panchayat: ପୁରୁଶାସନ, ପୁରୁଶାସନ, ବଡ଼ଚଣା, ଲୁଣିଆଦାଣ୍ଡ, ଠିକେଶ୍ୱର, କରଣ୍ଡିକୋଲା, ଦୁଦୁଣ୍ଡରା: [1202, 901, 1317, 1017]
- table-row: [506, 772, 998, 854]
- note-paragraph: ୧୩. ତୈଳ କମ୍ପାନୀ କୌଣସି କାରଣ ନ ଦର୍ଶାଇ ବିଜ୍ଞାପନ ବାତିଲ କିମ୍ବା ସଂଶୋଧନ କରିବାର ଅଧିକାର ସଂରକ୍ଷିତ ରଖନ୍ତି।: [4, 1592, 426, 1604]
- table-row: [3, 1299, 500, 1357]
- cell-district: ଗଞ୍ଜାମ: [382, 679, 448, 737]
- cell-location-name: ବଡ଼ଗଣ୍ଡେଶ୍ୱର, ବାଇଁଶାଆଡ଼ା, ଦମିଡ଼ିପୁର, ପୁରୁଷୋତ୍ତମପୁର: [1078, 390, 1202, 480]
